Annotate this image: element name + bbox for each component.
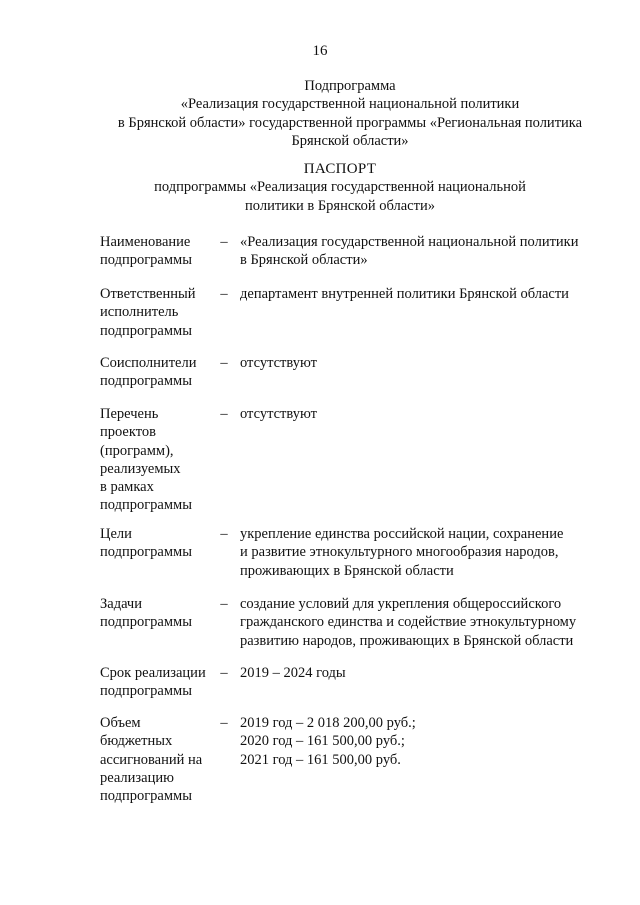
row-label-line: реализуемых — [100, 460, 181, 477]
subprogram-heading — [60, 77, 640, 150]
row-label-line: в рамках — [100, 479, 154, 496]
row-label-line: реализацию — [100, 769, 174, 786]
row-dash: – — [220, 596, 228, 612]
heading-line: в Брянской области» государственной программы «Региональная политика — [117, 114, 583, 131]
heading-line: Брянской области» — [291, 132, 409, 149]
row-label-line: подпрограммы — [100, 252, 192, 269]
row-label-line: подпрограммы — [100, 544, 192, 561]
row-value-line: департамент внутренней политики Брянской области — [240, 286, 569, 302]
row-label-line: Перечень — [100, 406, 159, 422]
passport-subtitle — [40, 178, 640, 215]
row-label-line: Соисполнители — [100, 355, 197, 371]
row-label-line: Ответственный — [100, 286, 196, 302]
row-dash: – — [220, 665, 228, 681]
heading-line: Подпрограмма — [304, 78, 396, 94]
row-label-line: ассигнований на — [100, 751, 203, 768]
row-dash: – — [220, 234, 228, 250]
row-label-line: бюджетных — [100, 733, 173, 750]
row-value-line: 2019 – 2024 годы — [240, 665, 346, 681]
row-value-line: гражданского единства и содействие этнокультурному — [240, 614, 577, 631]
row-label-line: проектов — [100, 424, 156, 441]
row-value-line: «Реализация государственной национальной политики — [240, 234, 579, 250]
row-dash: – — [220, 286, 228, 302]
heading-line: «Реализация государственной национальной политики — [180, 96, 520, 113]
row-value — [240, 405, 600, 423]
row-label — [100, 285, 218, 340]
row-label — [100, 354, 218, 391]
row-label-line: подпрограммы — [100, 373, 192, 390]
row-label — [100, 595, 218, 632]
row-value — [240, 714, 600, 769]
row-dash: – — [220, 406, 228, 422]
row-label — [100, 714, 218, 805]
row-label — [100, 233, 218, 270]
row-value-line: 2020 год – 161 500,00 руб.; — [240, 733, 405, 750]
row-label-line: подпрограммы — [100, 497, 192, 514]
row-value-line: и развитие этнокультурного многообразия народов, — [240, 544, 559, 561]
row-dash: – — [220, 355, 228, 371]
row-label — [100, 664, 218, 701]
row-value-line: укрепление единства российской нации, сохранение — [240, 526, 564, 542]
row-value — [240, 664, 600, 682]
row-label-line: подпрограммы — [100, 788, 192, 805]
row-value — [240, 354, 600, 372]
row-label-line: Срок реализации — [100, 665, 206, 681]
row-value-line: 2019 год – 2 018 200,00 руб.; — [240, 715, 416, 731]
row-label-line: Цели — [100, 526, 132, 542]
passport-title: ПАСПОРТ — [303, 161, 377, 177]
row-label-line: исполнитель — [100, 304, 179, 321]
row-label-line: подпрограммы — [100, 322, 192, 339]
row-label-line: Объем — [100, 715, 141, 731]
row-value-line: отсутствуют — [240, 355, 317, 371]
row-label — [100, 405, 218, 515]
row-value — [240, 285, 600, 303]
passport-subtitle-line: политики в Брянской области» — [245, 197, 435, 214]
row-dash: – — [220, 526, 228, 542]
row-value — [240, 525, 600, 580]
row-label-line: подпрограммы — [100, 683, 192, 700]
row-dash: – — [220, 715, 228, 731]
row-value — [240, 233, 600, 270]
row-label-line: подпрограммы — [100, 614, 192, 631]
passport-subtitle-line: подпрограммы «Реализация государственной национальной — [154, 179, 526, 195]
row-value-line: развитию народов, проживающих в Брянской области — [240, 632, 574, 649]
page-number: 16 — [312, 43, 328, 59]
row-label-line: Наименование — [100, 234, 191, 250]
row-value-line: проживающих в Брянской области — [240, 562, 454, 579]
row-label-line: Задачи — [100, 596, 142, 612]
row-label — [100, 525, 218, 562]
row-value-line: отсутствуют — [240, 406, 317, 422]
row-value — [240, 595, 600, 650]
row-value-line: в Брянской области» — [240, 252, 368, 269]
row-value-line: 2021 год – 161 500,00 руб. — [240, 751, 401, 768]
row-value-line: создание условий для укрепления общероссийского — [240, 596, 562, 612]
row-label-line: (программ), — [100, 442, 174, 459]
